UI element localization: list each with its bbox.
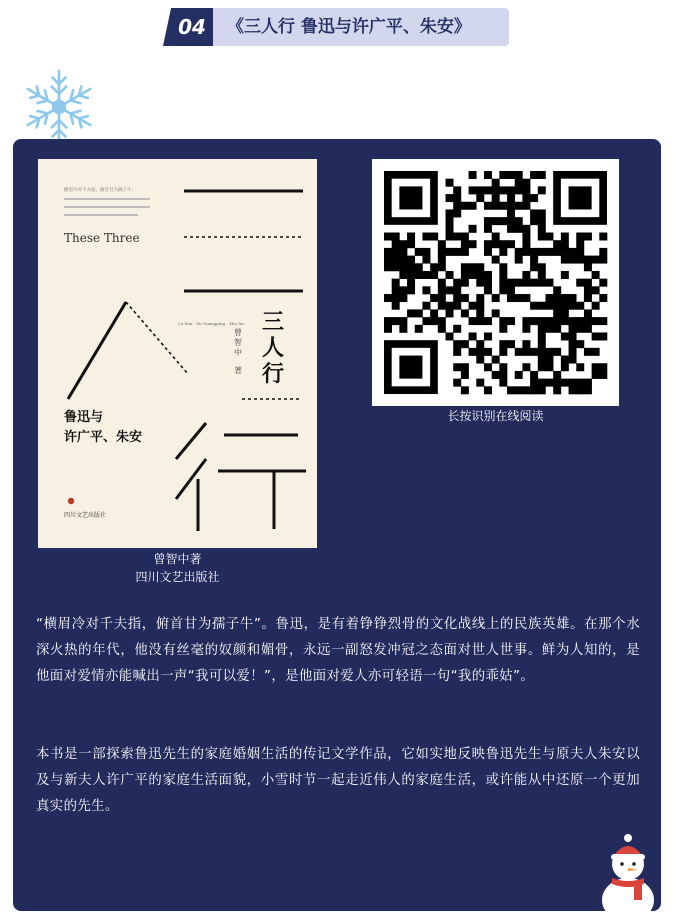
cover-author-1: 曾 [234,328,242,337]
section-number: 04 [178,15,206,39]
cover-publisher: 四川文艺出版社 [64,512,107,519]
cover-small-text: Lu Xun · Xu Guangping · Zhu An [178,321,244,326]
snowflake-icon [18,66,100,148]
intro-paragraph-2: 本书是一部探索鲁迅先生的家庭婚姻生活的传记文学作品，它如实地反映鲁迅先生与原夫人朱安以及与新夫人许广平的家庭生活面貌，小雪时节一起走近伟人的家庭生活，或许能从中还原一个更加真实的先生。 [36,747,640,814]
book-cover-art [38,159,317,548]
section-header [163,8,509,46]
book-cover-image[interactable] [38,159,317,548]
cover-english-title: These Three [64,231,140,245]
cover-subtitle-line1: 鲁迅与 [64,410,104,425]
cover-author-4: 著 [234,366,242,375]
qr-code-pattern [372,159,619,406]
cover-author-3: 中 [234,348,242,357]
book-publisher-caption: 四川文艺出版社 [135,570,220,584]
cover-author-2: 智 [234,338,242,347]
qr-caption: 长按识别在线阅读 [447,409,544,423]
cover-title-char-1: 三 [262,309,285,335]
intro-paragraph-1: “横眉冷对千夫指，俯首甘为孺子牛”。鲁迅，是有着铮铮烈骨的文化战线上的民族英雄。在那个水深火热的年代，他没有丝毫的奴颜和媚骨，永远一副怒发冲冠之态面对世人世事。鲜为人知的，是他面对爱情亦能喊出一声“我可以爱！”，是他面对爱人亦可轻语一句“我的乖姑”。 [36,617,640,684]
book-author-caption: 曾智中著 [153,552,202,566]
snowman-icon [594,832,662,916]
cover-subtitle-line2: 许广平、朱安 [64,430,143,445]
cover-title-char-2: 人 [262,335,285,361]
qr-code[interactable] [372,159,619,406]
cover-title-char-3: 行 [262,361,285,387]
section-title: 《三人行 鲁迅与许广平、朱安》 [213,8,509,46]
cover-blurb: 横眉冷对千夫指，俯首甘为孺子牛。 [64,188,136,193]
